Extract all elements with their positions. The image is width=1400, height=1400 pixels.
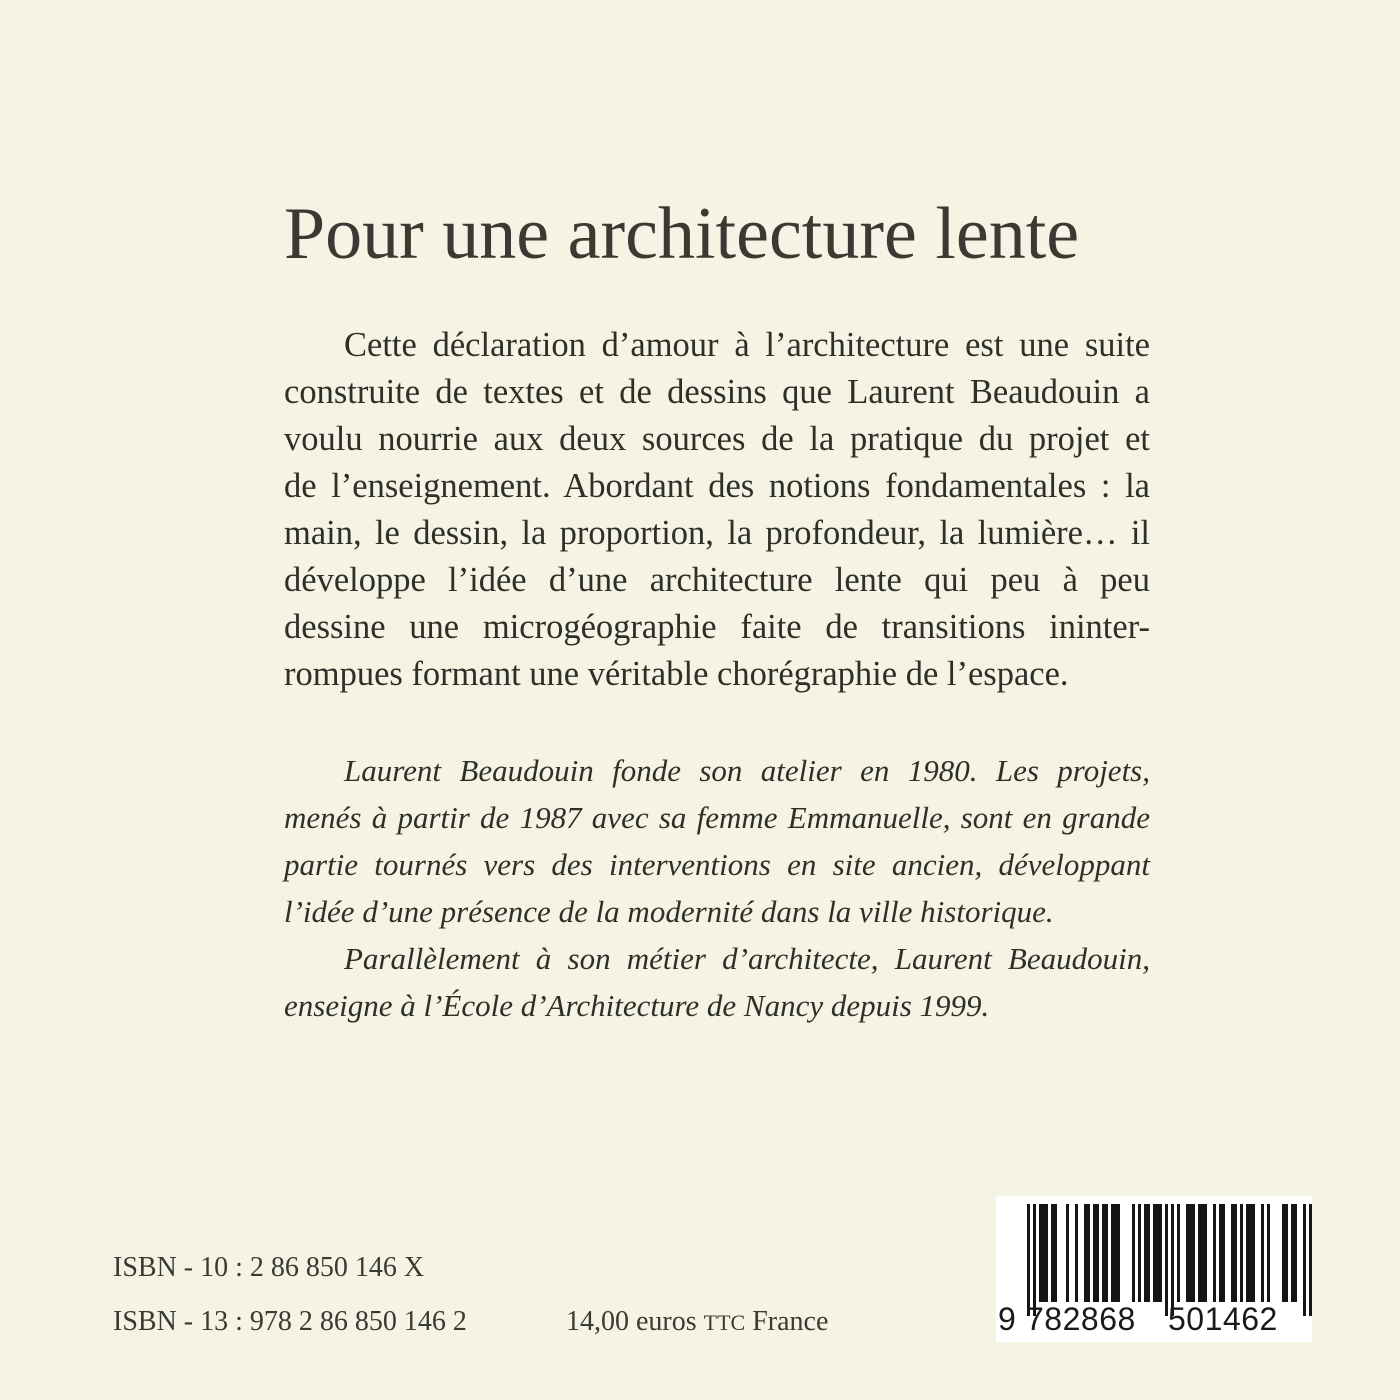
barcode-bar <box>1249 1204 1252 1302</box>
bio-line: menés à partir de 1987 avec sa femme Emmanuelle, sont en grande <box>284 800 1150 835</box>
barcode-bar <box>1246 1204 1249 1302</box>
price-country: France <box>752 1306 829 1337</box>
description-line: développe l’idée d’une architecture lente qui peu à peu <box>284 561 1150 599</box>
barcode-bar <box>1159 1204 1162 1302</box>
barcode-bar <box>1102 1204 1105 1302</box>
barcode-bar <box>1261 1204 1264 1302</box>
barcode-bar <box>1267 1204 1270 1302</box>
barcode-bar <box>1117 1204 1120 1302</box>
barcode-bar <box>1222 1204 1225 1302</box>
barcode-bar <box>1285 1204 1288 1302</box>
barcode-digits-left: 782868 <box>1026 1301 1136 1337</box>
barcode-bar <box>1219 1204 1222 1302</box>
barcode-bar <box>1294 1204 1297 1302</box>
barcode-bar <box>1075 1204 1078 1302</box>
barcode-digits-right: 501462 <box>1168 1301 1278 1337</box>
barcode-bar <box>1111 1204 1114 1302</box>
barcode-bar <box>1096 1204 1099 1302</box>
description-line: construite de textes et de dessins que Laurent Beaudouin a <box>284 373 1150 411</box>
barcode-bar <box>1039 1204 1042 1302</box>
bio-line: Parallèlement à son métier d’architecte, Laurent Beaudouin, <box>344 941 1150 976</box>
barcode-bar <box>1087 1204 1090 1302</box>
barcode <box>996 1196 1312 1342</box>
barcode-bar <box>1084 1204 1087 1302</box>
barcode-bar <box>1105 1204 1108 1302</box>
barcode-bar <box>1144 1204 1147 1302</box>
book-title: Pour une architecture lente <box>284 193 1080 275</box>
barcode-bar <box>1192 1204 1195 1302</box>
barcode-bar <box>1282 1204 1285 1302</box>
barcode-bar <box>1204 1204 1207 1302</box>
barcode-bar <box>1156 1204 1159 1302</box>
barcode-bar <box>1213 1204 1216 1302</box>
price-tax: TTC <box>703 1310 746 1335</box>
description-line: voulu nourrie aux deux sources de la pratique du projet et <box>284 420 1150 458</box>
barcode-bar <box>1042 1204 1045 1302</box>
barcode-bar <box>1189 1204 1192 1302</box>
description-line: main, le dessin, la proportion, la profondeur, la lumière… il <box>284 514 1150 552</box>
barcode-bar <box>1231 1204 1234 1302</box>
book-description <box>284 322 1150 698</box>
barcode-bar <box>1177 1204 1180 1302</box>
bio-line: partie tournés vers des interventions en site ancien, développant <box>284 847 1150 882</box>
isbn-10: ISBN - 10 : 2 86 850 146 X <box>113 1252 425 1283</box>
barcode-bar <box>1051 1204 1054 1302</box>
barcode-bar <box>1240 1204 1243 1302</box>
barcode-bar <box>1252 1204 1255 1302</box>
description-line: dessine une microgéographie faite de transitions ininter- <box>284 608 1150 646</box>
barcode-bar <box>1045 1204 1048 1302</box>
barcode-bar <box>1153 1204 1156 1302</box>
barcode-bar <box>1234 1204 1237 1302</box>
barcode-bar <box>1132 1204 1135 1302</box>
description-line: de l’enseignement. Abordant des notions fondamentales : la <box>284 467 1150 505</box>
barcode-bar <box>1066 1204 1069 1302</box>
barcode-bar <box>1186 1204 1189 1302</box>
bio-line: l’idée d’une présence de la modernité dans la ville historique. <box>284 894 1054 929</box>
description-line: Cette déclaration d’amour à l’architecture est une suite <box>344 326 1150 364</box>
barcode-bar <box>1198 1204 1201 1302</box>
author-bio <box>284 747 1150 1029</box>
barcode-bar <box>1291 1204 1294 1302</box>
isbn-13: ISBN - 13 : 978 2 86 850 146 2 <box>113 1306 467 1337</box>
barcode-bar <box>1201 1204 1204 1302</box>
barcode-bar <box>1147 1204 1150 1302</box>
price-amount: 14,00 euros <box>566 1306 697 1337</box>
barcode-bar <box>1114 1204 1117 1302</box>
barcode-bar <box>1054 1204 1057 1302</box>
description-line: rompues formant une véritable chorégraphie de l’espace. <box>284 655 1069 693</box>
barcode-bar <box>1138 1204 1141 1302</box>
price <box>566 1306 828 1339</box>
barcode-digit-first: 9 <box>998 1301 1016 1337</box>
barcode-digits <box>996 1300 1312 1338</box>
bio-line: enseigne à l’École d’Architecture de Nancy depuis 1999. <box>284 988 990 1023</box>
bio-line: Laurent Beaudouin fonde son atelier en 1980. Les projets, <box>344 753 1150 788</box>
barcode-bar <box>1093 1204 1096 1302</box>
